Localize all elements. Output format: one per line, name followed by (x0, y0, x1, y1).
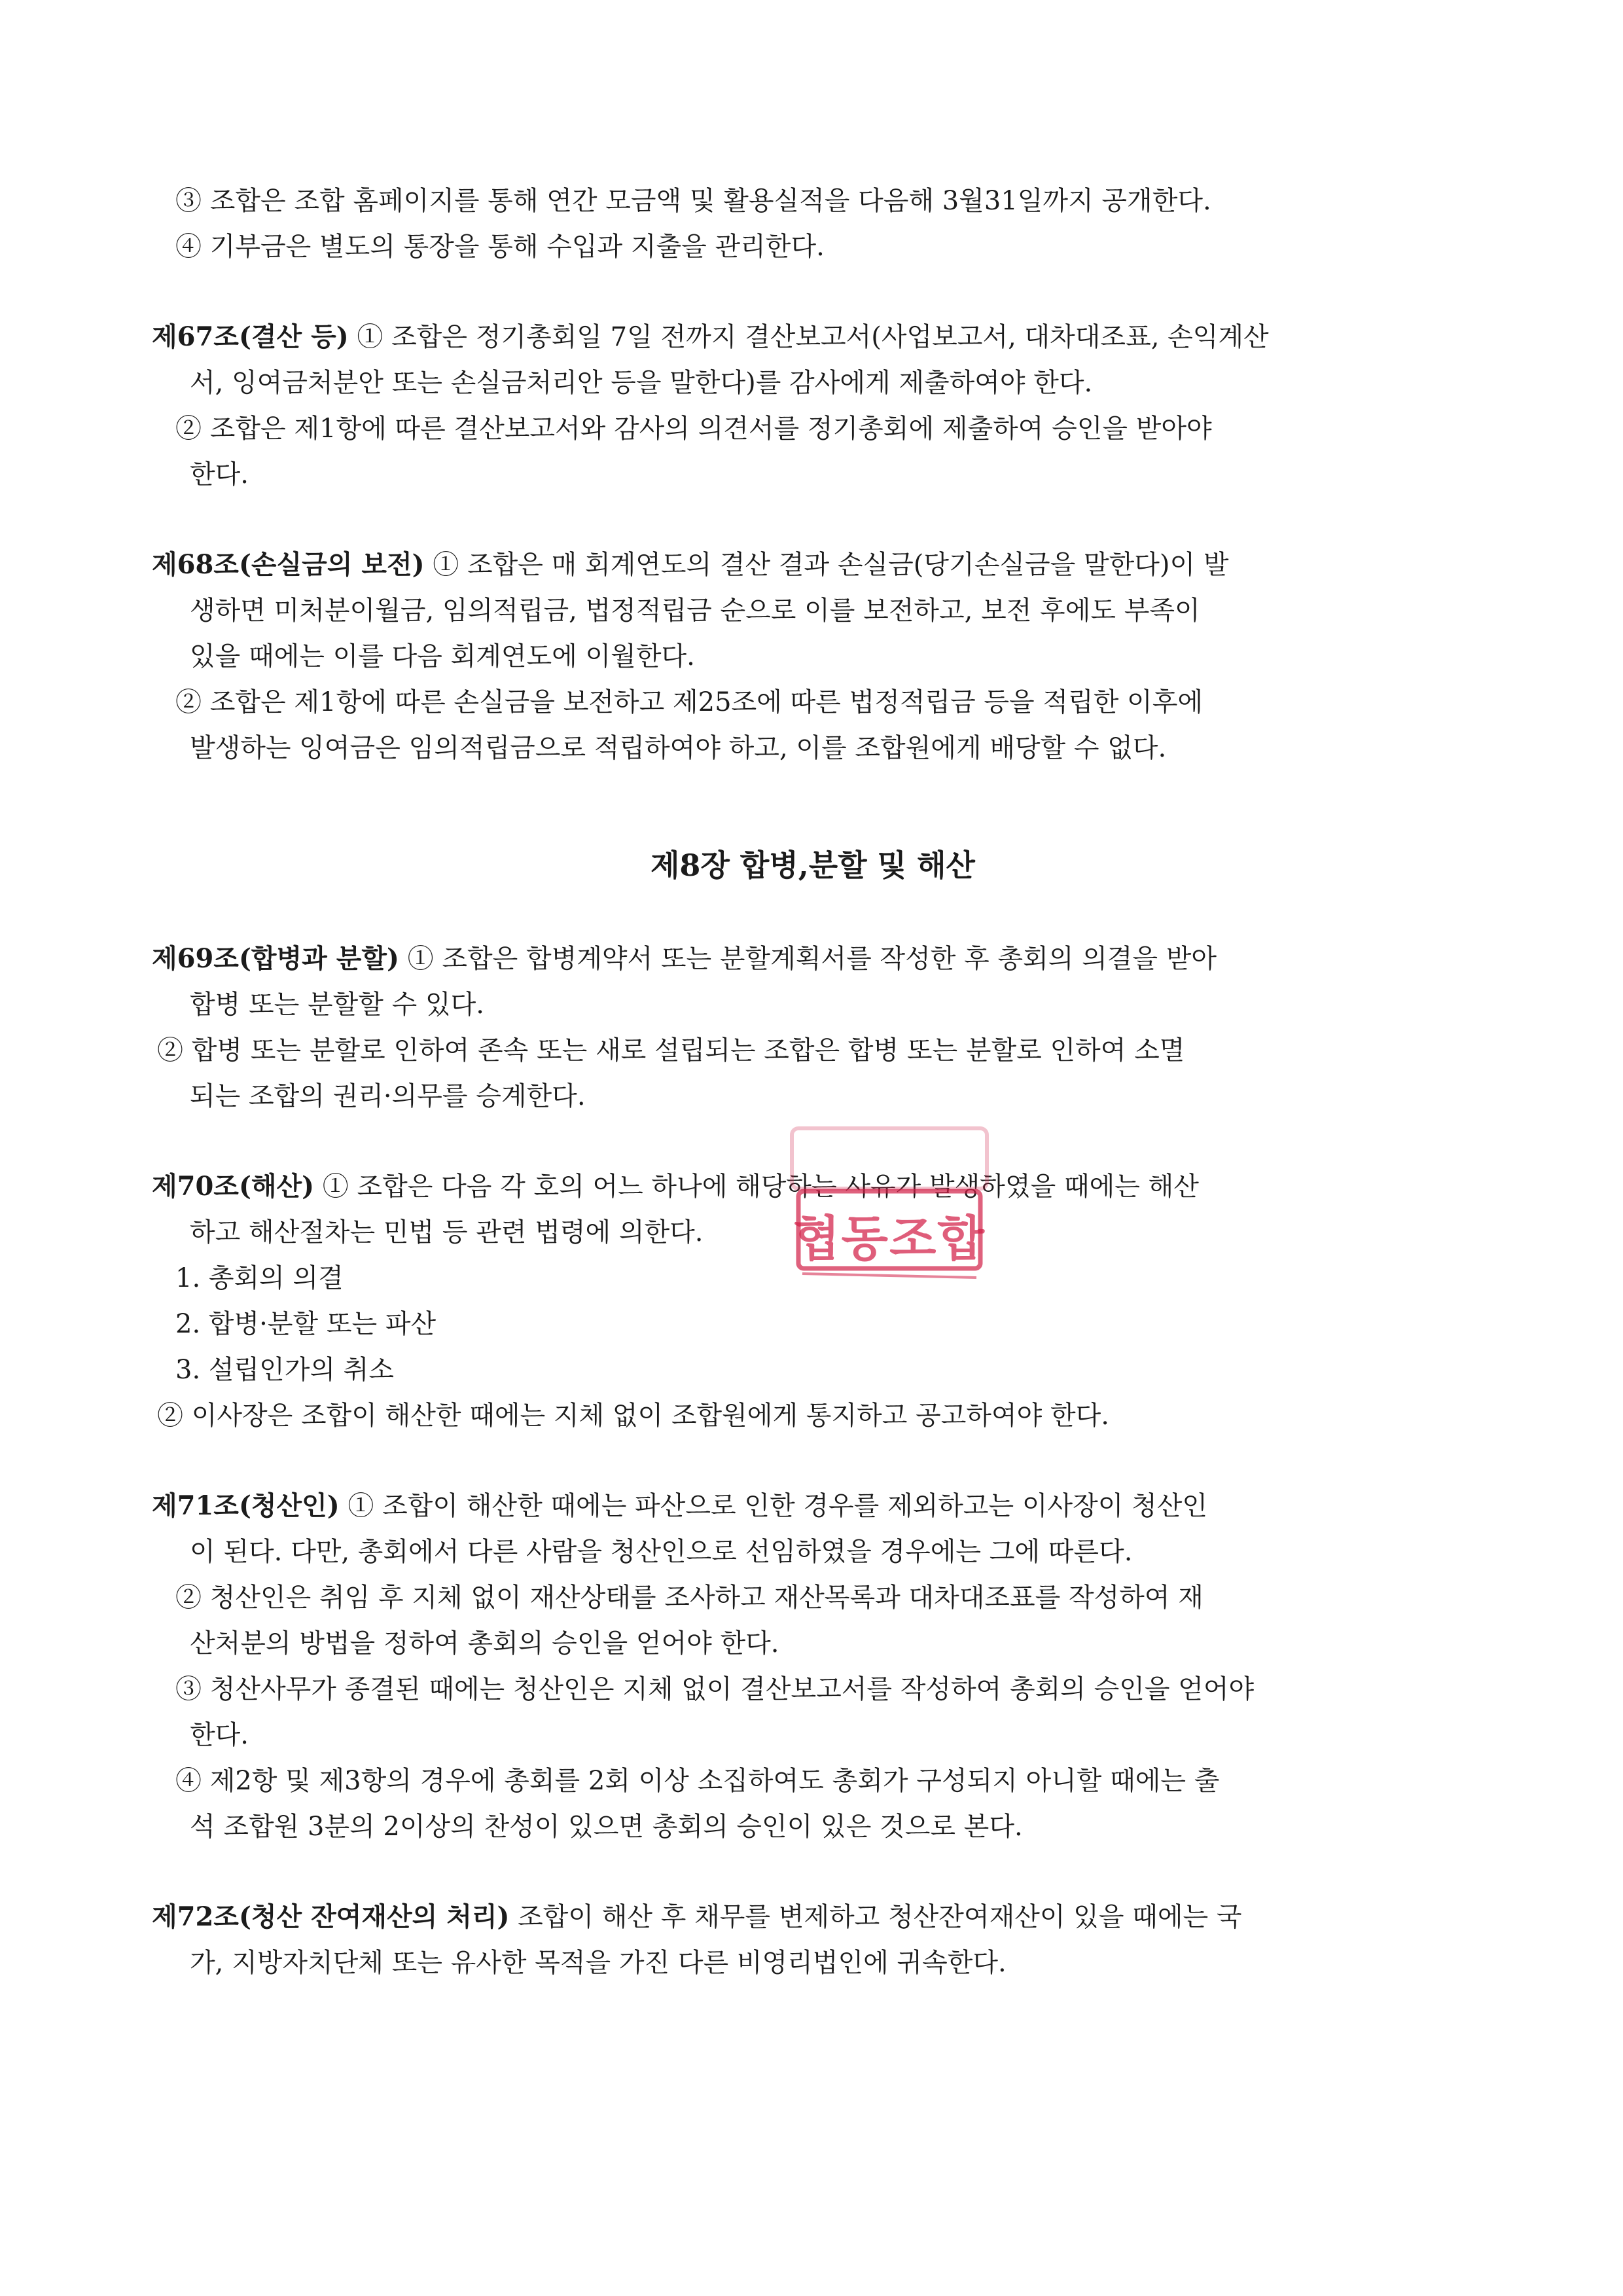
article-71-title: 제71조(청산인) (152, 1490, 340, 1521)
article-72-line-1: 제72조(청산 잔여재산의 처리) 조합이 해산 후 채무를 변제하고 청산잔여재산이 있을 때에는 국 (152, 1901, 1242, 1932)
article-68-line-1: 제68조(손실금의 보전) ① 조합은 매 회계연도의 결산 결과 손실금(당기손실금을 말한다)이 발 (152, 549, 1229, 580)
article-68-line-2: 생하면 미처분이월금, 임의적립금, 법정적립금 순으로 이를 보전하고, 보전 후에도 부족이 (190, 596, 1200, 626)
article-72-title: 제72조(청산 잔여재산의 처리) (152, 1901, 510, 1932)
article-66-para-3: ③ 조합은 조합 홈페이지를 통해 연간 모금액 및 활용실적을 다음해 3월31일까지 공개한다. (175, 186, 1211, 216)
article-67-title: 제67조(결산 등) (152, 321, 349, 352)
article-68-title: 제68조(손실금의 보전) (152, 549, 425, 580)
article-71-para-4: ④ 제2항 및 제3항의 경우에 총회를 2회 이상 소집하여도 총회가 구성되지 아니할 때에는 출 (175, 1766, 1220, 1796)
article-71-para-2: ② 청산인은 취임 후 지체 없이 재산상태를 조사하고 재산목록과 대차대조표를 작성하여 재 (175, 1583, 1204, 1613)
document-body (152, 178, 1474, 1986)
article-71-line-2: 이 된다. 다만, 총회에서 다른 사람을 청산인으로 선임하였을 경우에는 그에 따른다. (190, 1537, 1133, 1567)
article-70-line-1: 제70조(해산) ① 조합은 다음 각 호의 어느 하나에 해당하는 사유가 발생하였을 때에는 해산 (152, 1171, 1199, 1202)
article-69-line-2: 합병 또는 분할할 수 있다. (190, 990, 484, 1020)
article-68-line-3: 있을 때에는 이를 다음 회계연도에 이월한다. (190, 641, 695, 672)
article-68-para-2-cont: 발생하는 잉여금은 임의적립금으로 적립하여야 하고, 이를 조합원에게 배당할 수 없다. (190, 733, 1167, 763)
article-67-para-2: ② 조합은 제1항에 따른 결산보고서와 감사의 의견서를 정기총회에 제출하여 승인을 받아야 (175, 414, 1212, 444)
article-66-para-4: ④ 기부금은 별도의 통장을 통해 수입과 지출을 관리한다. (175, 232, 825, 262)
article-69-para-2: ② 합병 또는 분할로 인하여 존속 또는 새로 설립되는 조합은 합병 또는 분할로 인하여 소멸 (157, 1035, 1185, 1066)
list-item: 1. 총회의 의결 (175, 1263, 344, 1293)
article-71-para-3-cont: 한다. (190, 1720, 249, 1750)
article-71-para-2-cont: 산처분의 방법을 정하여 총회의 승인을 얻어야 한다. (190, 1628, 779, 1659)
article-67-line-2: 서, 잉여금처분안 또는 손실금처리안 등을 말한다)를 감사에게 제출하여야 한다. (190, 368, 1093, 398)
article-69-para-2-cont: 되는 조합의 권리·의무를 승계한다. (190, 1081, 586, 1111)
article-67-line-1: 제67조(결산 등) ① 조합은 정기총회일 7일 전까지 결산보고서(사업보고서, 대차대조표, 손익계산 (152, 321, 1269, 352)
article-68-para-2: ② 조합은 제1항에 따른 손실금을 보전하고 제25조에 따른 법정적립금 등을 적립한 이후에 (175, 687, 1203, 717)
article-71-line-1: 제71조(청산인) ① 조합이 해산한 때에는 파산으로 인한 경우를 제외하고는 이사장이 청산인 (152, 1490, 1208, 1521)
list-item: 3. 설립인가의 취소 (175, 1355, 395, 1385)
seal-stamp-text: 협동조합 (793, 1211, 986, 1267)
chapter-8-heading: 제8장 합병,분할 및 해산 (651, 848, 975, 883)
article-70-title: 제70조(해산) (152, 1171, 315, 1202)
article-72-line-2: 가, 지방자치단체 또는 유사한 목적을 가진 다른 비영리법인에 귀속한다. (190, 1948, 1007, 1978)
list-item: 2. 합병·분할 또는 파산 (175, 1309, 437, 1339)
article-70-line-2: 하고 해산절차는 민법 등 관련 법령에 의한다. (190, 1217, 704, 1247)
article-71-para-4-cont: 석 조합원 3분의 2이상의 찬성이 있으면 총회의 승인이 있은 것으로 본다. (190, 1812, 1023, 1842)
article-67-para-2-cont: 한다. (190, 459, 249, 490)
article-71-para-3: ③ 청산사무가 종결된 때에는 청산인은 지체 없이 결산보고서를 작성하여 총회의 승인을 얻어야 (175, 1674, 1255, 1704)
article-70-para-2: ② 이사장은 조합이 해산한 때에는 지체 없이 조합원에게 통지하고 공고하여야 한다. (157, 1401, 1109, 1431)
article-69-line-1: 제69조(합병과 분할) ① 조합은 합병계약서 또는 분할계획서를 작성한 후 총회의 의결을 받아 (152, 943, 1217, 974)
article-69-title: 제69조(합병과 분할) (152, 943, 399, 974)
